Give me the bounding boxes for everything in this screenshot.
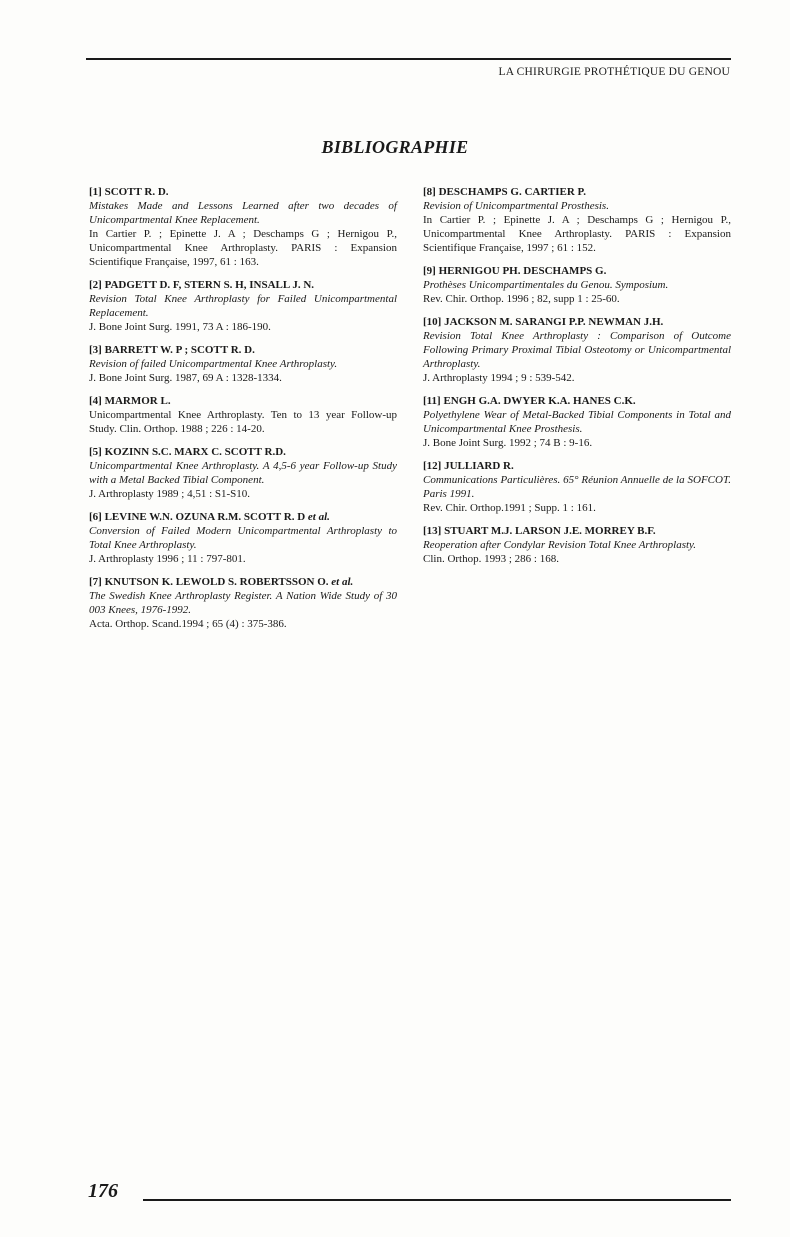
reference-entry bbox=[89, 278, 397, 334]
reference-authors-text: [9] HERNIGOU PH. DESCHAMPS G. bbox=[423, 265, 607, 277]
reference-authors-text: [11] ENGH G.A. DWYER K.A. HANES C.K. bbox=[423, 395, 636, 407]
reference-authors bbox=[89, 575, 397, 589]
reference-title: Polyethylene Wear of Metal-Backed Tibial Components in Total and Unicompartmental Knee Prosthesis. bbox=[423, 409, 731, 435]
reference-authors bbox=[89, 185, 397, 199]
page-title: BIBLIOGRAPHIE bbox=[321, 137, 469, 157]
page-number: 176 bbox=[88, 1180, 118, 1202]
reference-authors bbox=[423, 315, 731, 329]
reference-authors-text: [8] DESCHAMPS G. CARTIER P. bbox=[423, 186, 586, 198]
reference-authors bbox=[89, 343, 397, 357]
reference-title: Reoperation after Condylar Revision Total Knee Arthroplasty. bbox=[423, 539, 697, 551]
reference-authors bbox=[89, 510, 397, 524]
reference-source: In Cartier P. ; Epinette J. A ; Deschamps G ; Hernigou P., Unicompartmental Knee Arthroplasty. PARIS : Expansion Scientifique Française, 1997, 61 : 163. bbox=[89, 228, 397, 268]
bibliography-left-column bbox=[89, 185, 397, 640]
reference-et-al: et al. bbox=[331, 576, 354, 588]
reference-et-al: et al. bbox=[307, 511, 330, 523]
reference-authors bbox=[89, 445, 397, 459]
reference-title: Revision of failed Unicompartmental Knee Arthroplasty. bbox=[89, 358, 338, 370]
reference-authors-text: [4] MARMOR L. bbox=[89, 395, 171, 407]
reference-entry bbox=[89, 510, 397, 566]
reference-authors-text: [5] KOZINN S.C. MARX C. SCOTT R.D. bbox=[89, 446, 286, 458]
header-rule bbox=[86, 58, 731, 60]
reference-authors bbox=[89, 394, 397, 408]
reference-source: Clin. Orthop. 1993 ; 286 : 168. bbox=[423, 553, 559, 565]
footer-rule bbox=[143, 1199, 731, 1201]
reference-source: Unicompartmental Knee Arthroplasty. Ten to 13 year Follow-up Study. Clin. Orthop. 1988 ; 226 : 14-20. bbox=[89, 409, 397, 435]
reference-source: J. Arthroplasty 1989 ; 4,51 : S1-S10. bbox=[89, 488, 251, 500]
reference-source: J. Arthroplasty 1996 ; 11 : 797-801. bbox=[89, 553, 246, 565]
reference-source: Rev. Chir. Orthop.1991 ; Supp. 1 : 161. bbox=[423, 502, 596, 514]
bibliography-right-column bbox=[423, 185, 731, 575]
reference-entry bbox=[423, 315, 731, 385]
reference-title: Revision Total Knee Arthroplasty : Comparison of Outcome Following Primary Proximal Tibial Osteotomy or Unicompartmental Arthroplasty. bbox=[423, 330, 731, 370]
reference-title: Revision of Unicompartmental Prosthesis. bbox=[423, 200, 609, 212]
reference-entry bbox=[89, 575, 397, 631]
reference-source: J. Bone Joint Surg. 1991, 73 A : 186-190. bbox=[89, 321, 271, 333]
reference-authors bbox=[423, 524, 731, 538]
reference-entry bbox=[89, 343, 397, 385]
reference-authors-text: [1] SCOTT R. D. bbox=[89, 186, 169, 198]
reference-authors bbox=[423, 185, 731, 199]
reference-authors-text: [3] BARRETT W. P ; SCOTT R. D. bbox=[89, 344, 255, 356]
reference-authors-text: [2] PADGETT D. F, STERN S. H, INSALL J. N. bbox=[89, 279, 315, 291]
reference-entry bbox=[89, 394, 397, 436]
reference-source: J. Bone Joint Surg. 1987, 69 A : 1328-1334. bbox=[89, 372, 282, 384]
reference-entry bbox=[89, 185, 397, 269]
reference-authors bbox=[89, 278, 397, 292]
reference-entry bbox=[423, 264, 731, 306]
reference-title: Communications Particulières. 65° Réunion Annuelle de la SOFCOT. Paris 1991. bbox=[423, 474, 731, 500]
reference-authors-text: [12] JULLIARD R. bbox=[423, 460, 514, 472]
reference-source: Rev. Chir. Orthop. 1996 ; 82, supp 1 : 25-60. bbox=[423, 293, 620, 305]
reference-authors-text: [10] JACKSON M. SARANGI P.P. NEWMAN J.H. bbox=[423, 316, 664, 328]
reference-source: Acta. Orthop. Scand.1994 ; 65 (4) : 375-386. bbox=[89, 618, 287, 630]
reference-authors-text: [13] STUART M.J. LARSON J.E. MORREY B.F. bbox=[423, 525, 656, 537]
reference-authors-text: [7] KNUTSON K. LEWOLD S. ROBERTSSON O. bbox=[89, 576, 332, 588]
reference-title: Unicompartmental Knee Arthroplasty. A 4,5-6 year Follow-up Study with a Metal Backed Tibial Component. bbox=[89, 460, 397, 486]
reference-title: Revision Total Knee Arthroplasty for Failed Unicompartmental Replacement. bbox=[89, 293, 397, 319]
reference-authors bbox=[423, 264, 731, 278]
reference-title: Prothèses Unicompartimentales du Genou. Symposium. bbox=[423, 279, 669, 291]
reference-entry bbox=[423, 459, 731, 515]
reference-source: J. Bone Joint Surg. 1992 ; 74 B : 9-16. bbox=[423, 437, 593, 449]
reference-entry bbox=[423, 394, 731, 450]
reference-source: J. Arthroplasty 1994 ; 9 : 539-542. bbox=[423, 372, 575, 384]
reference-title: Conversion of Failed Modern Unicompartmental Arthroplasty to Total Knee Arthroplasty. bbox=[89, 525, 397, 551]
reference-authors-text: [6] LEVINE W.N. OZUNA R.M. SCOTT R. D bbox=[89, 511, 308, 523]
reference-entry bbox=[89, 445, 397, 501]
running-head: LA CHIRURGIE PROTHÉTIQUE DU GENOU bbox=[498, 66, 730, 78]
reference-entry bbox=[423, 185, 731, 255]
reference-authors bbox=[423, 459, 731, 473]
reference-source: In Cartier P. ; Epinette J. A ; Deschamps G ; Hernigou P., Unicompartmental Knee Arthroplasty. PARIS : Expansion Scientifique Française, 1997 ; 61 : 152. bbox=[423, 214, 731, 254]
reference-entry bbox=[423, 524, 731, 566]
reference-title: Mistakes Made and Lessons Learned after two decades of Unicompartmental Knee Replacement. bbox=[89, 200, 397, 226]
reference-title: The Swedish Knee Arthroplasty Register. A Nation Wide Study of 30 003 Knees, 1976-1992. bbox=[89, 590, 397, 616]
reference-authors bbox=[423, 394, 731, 408]
